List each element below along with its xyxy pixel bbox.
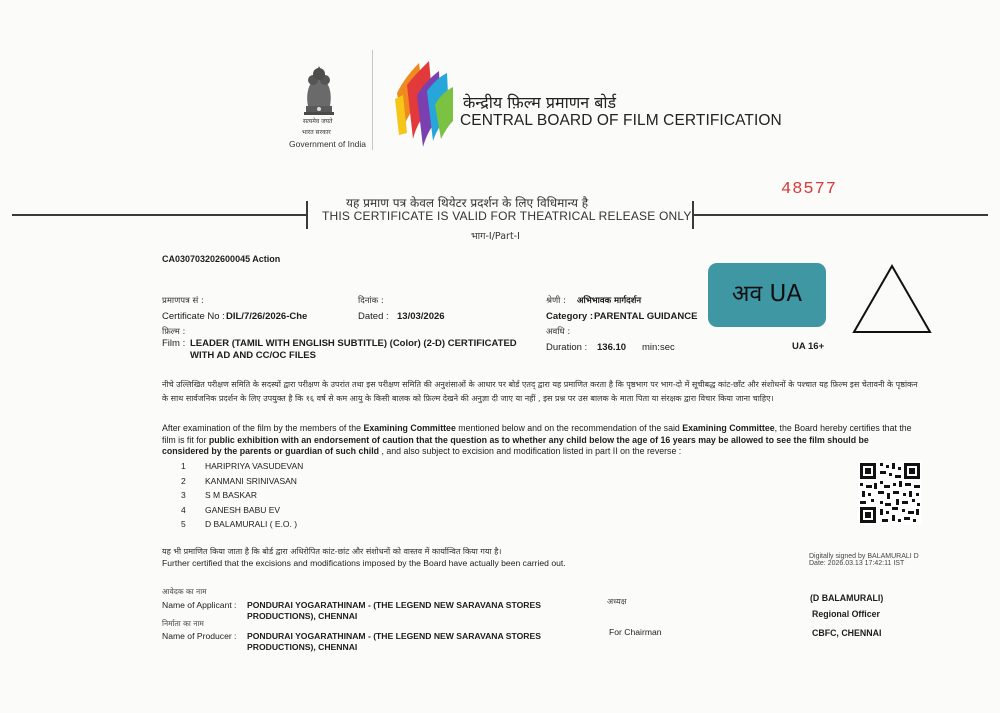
further-certified-english: Further certified that the excisions and modifications imposed by the Board have actually been carried out. (162, 558, 566, 568)
member-number: 1 (181, 461, 186, 471)
validity-text-english: THIS CERTIFICATE IS VALID FOR THEATRICAL RELEASE ONLY (322, 209, 692, 223)
duration-label-hindi: अवधि : (546, 327, 571, 337)
banner-tick-left (306, 201, 308, 229)
member-number: 2 (181, 476, 186, 486)
header-divider (372, 50, 373, 150)
member-number: 5 (181, 519, 186, 529)
chairman-label: For Chairman (609, 627, 662, 637)
digital-signature-name: Digitally signed by BALAMURALI D (809, 553, 919, 560)
rating-badge-text: अव UA (731, 281, 803, 307)
member-number: 4 (181, 505, 186, 515)
category-label-hindi: श्रेणी : (546, 296, 566, 306)
applicant-colon: : (234, 600, 237, 610)
certification-text-hindi: नीचे उल्लिखित परीक्षण समिति के सदस्यों द्वारा परीक्षण के उपरांत तथा इस परीक्षण समिति की अनुशंसाओं के आधार पर बोर्ड एतद् द्वारा यह प्रमाणित करता है कि पृष्ठभाग पर भाग-दो में सूचीबद्ध कांट-छाँट और संशोधनों के पश्चात यह फ़िल्म इस चेतावनी के पृष्ठांकन के साथ सार्वजनिक प्रदर्शन के लिए उपयुक्त है कि १६ वर्ष से कम आयु के किसी बालक को फ़िल्म देखने की अनुज्ञा दी जाए या नहीं , इस प्रश्न पर उस बालक के माता पिता या संरक्षक द्वारा विचार किया जाना चाहिए। (162, 380, 918, 403)
emblem-hindi-text: भारत सरकार (302, 129, 331, 136)
certificate-number: DIL/7/26/2026-Che (226, 311, 308, 322)
duration-unit: min:sec (642, 342, 675, 353)
signatory-name: (D BALAMURALI) (810, 593, 884, 603)
cbfc-logo-icon (393, 55, 455, 150)
duration-label: Duration : (546, 342, 588, 353)
film-title: LEADER (TAMIL WITH ENGLISH SUBTITLE) (Color) (2-D) CERTIFICATED WITH AD AND CC/OC FILES (190, 338, 517, 361)
member-name: S M BASKAR (205, 490, 257, 500)
certification-text-english: After examination of the film by the members of the Examining Committee mentioned below and on the recommendation of the said Examining Committee, the Board hereby certifies that the film is fit for public exhibition with an endorsement of caution that the question as to whether any child below the age of 16 years may be allowed to see the film should be considered by the parents or guardian of such child , and also subject to excision and modification listed in part II on the reverse : (162, 423, 912, 456)
certificate-label: Certificate No : (162, 311, 225, 322)
member-number: 3 (181, 490, 186, 500)
government-label: Government of India (289, 139, 367, 149)
film-label: Film : (162, 338, 186, 349)
banner-line-left (12, 214, 306, 216)
category-value: PARENTAL GUIDANCE (594, 311, 698, 322)
rating-triangle-icon (850, 262, 934, 336)
film-label-hindi: फ़िल्म : (162, 327, 186, 337)
member-name: D BALAMURALI ( E.O. ) (205, 519, 298, 529)
board-name-hindi: केन्द्रीय फ़िल्म प्रमाणन बोर्ड (463, 93, 617, 112)
board-name-english: CENTRAL BOARD OF FILM CERTIFICATION (460, 112, 782, 129)
applicant-label: Name of Applicant (162, 600, 232, 610)
date-label-hindi: दिनांक : (358, 296, 384, 306)
banner-tick-right (692, 201, 694, 229)
signatory-role: Regional Officer (812, 609, 880, 619)
category-label: Category : (546, 311, 593, 322)
emblem-motto: सत्यमेव जयते (303, 118, 333, 125)
member-name: HARIPRIYA VASUDEVAN (205, 461, 304, 471)
duration-value: 136.10 (597, 342, 627, 353)
serial-number: 48577 (781, 180, 838, 199)
member-name: GANESH BABU EV (205, 505, 281, 515)
signatory-office: CBFC, CHENNAI (812, 628, 882, 638)
producer-label: Name of Producer (162, 631, 232, 641)
applicant-name: PONDURAI YOGARATHINAM - (THE LEGEND NEW SARAVANA STORES PRODUCTIONS), CHENNAI (247, 600, 541, 621)
part-label: भाग-I/Part-I (471, 231, 520, 242)
further-certified-hindi: यह भी प्रमाणित किया जाता है कि बोर्ड द्वारा अधिरोपित कांट-छांट और संशोधनों को वास्तव में कार्यान्वित किया गया है। (162, 547, 502, 556)
digital-signature-date: Date: 2026.03.13 17:42:11 IST (809, 560, 905, 567)
chairman-label-hindi: अध्यक्ष (607, 597, 627, 606)
certificate-label-hindi: प्रमाणपत्र सं : (162, 296, 204, 306)
date-label: Dated : (358, 311, 389, 322)
category-value-hindi: अभिभावक मार्गदर्शन (577, 296, 642, 306)
validity-text-hindi: यह प्रमाण पत्र केवल थियेटर प्रदर्शन के लिए विधिमान्य है (346, 196, 589, 210)
member-name: KANMANI SRINIVASAN (205, 476, 297, 486)
qr-code-icon[interactable] (858, 461, 922, 525)
banner-line-right (694, 214, 988, 216)
rating-label: UA 16+ (792, 341, 825, 352)
producer-colon: : (234, 631, 237, 641)
reference-number: CA030703202600045 Action (162, 254, 281, 264)
certificate-date: 13/03/2026 (397, 311, 445, 322)
producer-name: PONDURAI YOGARATHINAM - (THE LEGEND NEW SARAVANA STORES PRODUCTIONS), CHENNAI (247, 631, 541, 652)
producer-label-hindi: निर्माता का नाम (162, 619, 204, 628)
applicant-label-hindi: आवेदक का नाम (162, 587, 207, 596)
